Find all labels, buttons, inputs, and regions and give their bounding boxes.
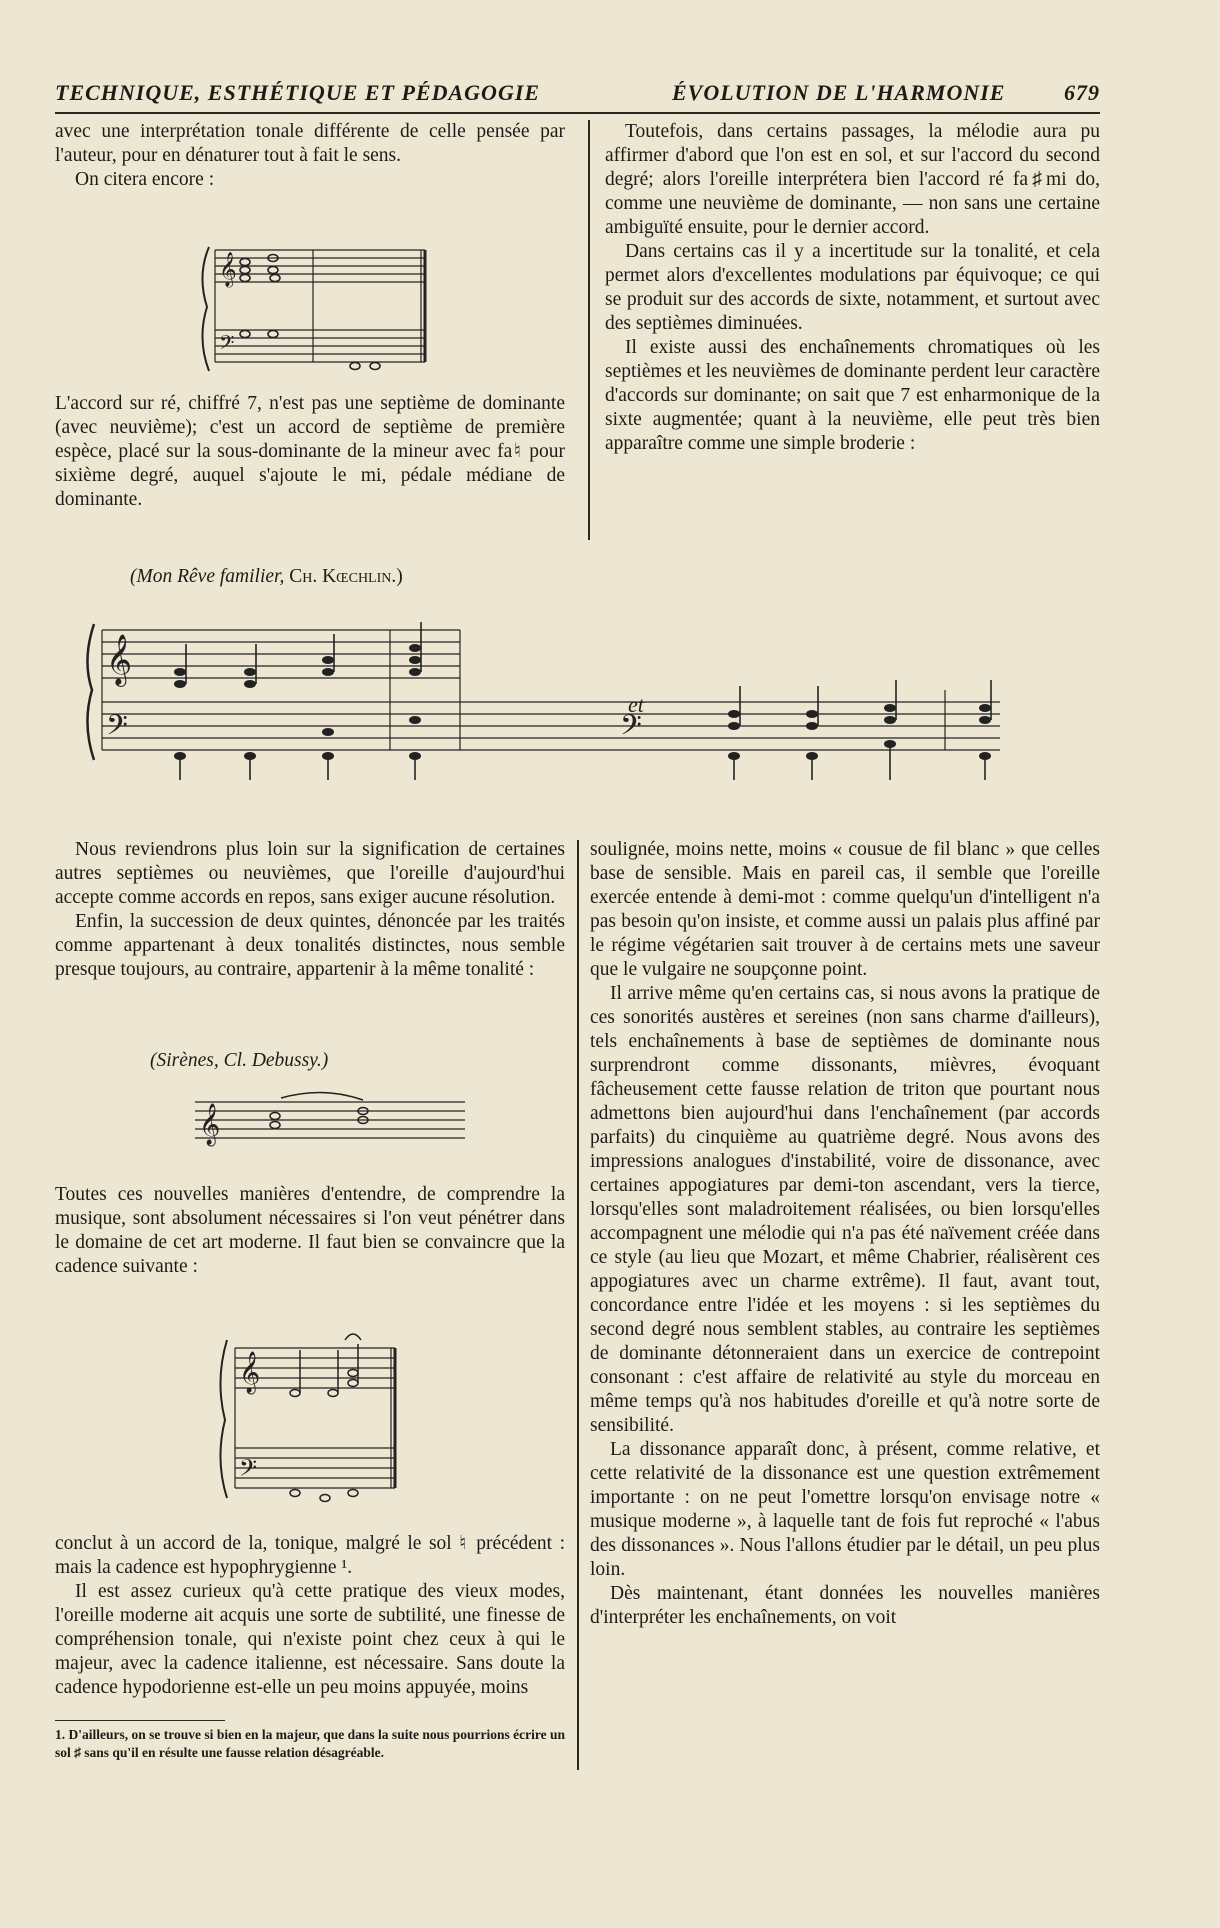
paragraph: L'accord sur ré, chiffré 7, n'est pas une septième de dominante (avec neuvième); c'est un accord de septième de première espèce, placé sur la sous-dominante de la mineur avec fa♮ pour sixième degré, auquel s'ajoute le mi, pédale médiane de dominante. xyxy=(55,393,565,510)
music-example-koechlin xyxy=(80,620,1010,780)
paragraph: La dissonance apparaît donc, à présent, comme relative, et cette relativité de la dissonance est une question extrêmement importante : on ne peut l'omettre lorsqu'on envisage notre « musique moderne », à laquelle tant de fois fut reproché « l'abus des dissonances ». Nous l'allons étudier par le détail, un peu plus loin. xyxy=(590,1439,1100,1580)
svg-text:𝄞: 𝄞 xyxy=(239,1352,261,1392)
svg-text:𝄢: 𝄢 xyxy=(219,333,235,359)
music-example-debussy xyxy=(195,1090,465,1150)
music-example-a-minor xyxy=(195,245,425,375)
paragraph: On citera encore : xyxy=(75,169,215,190)
right-column-mid xyxy=(590,838,1100,1630)
music-caption-koechlin: (Mon Rêve familier, Ch. Kœchlin.) xyxy=(130,566,403,587)
music-caption-debussy: (Sirènes, Cl. Debussy.) xyxy=(150,1050,329,1071)
svg-text:𝄢: 𝄢 xyxy=(620,711,642,748)
paragraph: Il est assez curieux qu'à cette pratique des vieux modes, l'oreille moderne ait acquis une sorte de subtilité, une finesse de compréhension tonale, qui n'existe point chez ceux à qui le majeur, avec la cadence italienne, est nécessaire. Sans doute la cadence hypodorienne est-elle un peu moins appuyée, moins xyxy=(55,1581,565,1698)
paragraph: Toutes ces nouvelles manières d'entendre, de comprendre la musique, sont absolument nécessaires si l'on veut pénétrer dans le domaine de cet art moderne. Il faut bien se convaincre que la cadence suivante : xyxy=(55,1184,565,1277)
svg-text:𝄞: 𝄞 xyxy=(219,253,237,286)
paragraph: Toutefois, dans certains passages, la mélodie aura pu affirmer d'abord que l'on est en sol, et sur l'accord du second degré; alors l'oreille interprétera bien l'accord ré fa♯mi do, comme une neuvième de dominante, — non sans une certaine ambiguïté ensuite, pour le dernier accord. xyxy=(605,121,1100,238)
header-right-title: ÉVOLUTION DE L'HARMONIE xyxy=(672,80,1006,105)
left-column-mid-2 xyxy=(55,1183,565,1279)
svg-text:𝄞: 𝄞 xyxy=(199,1104,221,1144)
running-header xyxy=(55,80,1100,110)
svg-text:𝄞: 𝄞 xyxy=(106,635,133,684)
svg-text:et: et xyxy=(628,692,644,717)
column-divider-top xyxy=(588,120,590,540)
paragraph: Il existe aussi des enchaînements chromatiques où les septièmes et les neuvièmes de dominante perdent leur caractère d'accords sur dominante; on sait que 7 est enharmonique de la sixte augmentée; quant à la neuvième, elle peut très bien apparaître comme une simple broderie : xyxy=(605,337,1100,454)
music-example-cadence xyxy=(215,1320,395,1520)
page-number: 679 xyxy=(1064,80,1100,105)
footnote: 1. D'ailleurs, on se trouve si bien en la majeur, que dans la suite nous pourrions écrire un sol ♯ sans qu'il en résulte une fausse relation désagréable. xyxy=(55,1727,565,1760)
paragraph: soulignée, moins nette, moins « cousue de fil blanc » que celles base de sensible. Mais en pareil cas, il semble que l'oreille exercée entende à demi-mot : comme quelqu'un d'intelligent n'a pas besoin qu'on insiste, et comme aussi un palais plus affiné par le régime végétarien sait trouver à de certains mets une saveur que le vulgaire ne soupçonne point. xyxy=(590,839,1100,980)
left-column-top-2 xyxy=(55,392,565,512)
column-divider-bottom xyxy=(577,840,579,1770)
paragraph: Nous reviendrons plus loin sur la signification de certaines autres septièmes ou neuvièmes, que l'oreille d'aujourd'hui accepte comme accords en repos, sans exiger aucune résolution. xyxy=(55,839,565,908)
footnote-rule xyxy=(55,1720,225,1721)
paragraph: Dès maintenant, étant données les nouvelles manières d'interpréter les enchaînements, on voit xyxy=(590,1583,1100,1628)
svg-text:𝄢: 𝄢 xyxy=(106,711,128,748)
svg-text:𝄢: 𝄢 xyxy=(239,1456,258,1487)
paragraph: Il arrive même qu'en certains cas, si nous avons la pratique de ces sonorités austères et sereines (non sans charme d'ailleurs), tels enchaînements à base de septièmes de dominante nous surprendront comme dissonants, mièvres, évoquant fâcheusement cette fausse relation de triton que pourtant nous admettons bien aujourd'hui dans l'enchaînement (par accords parfaits) du cinquième au quatrième degré. Nous avons des impressions analogues d'instabilité, voire de dissonance, avec certaines appogiatures par demi-ton ascendant, vers la tierce, lorsqu'elles sont maladroitement réalisées, ou bien lorsqu'elles accompagnent une mélodie qui n'a pas été naïvement créée dans ce style (au lieu que Mozart, et même Chabrier, réalisèrent ces appogiatures avec un charme extrême). Il faut, avant tout, concordance entre l'idée et les moyens : si les septièmes du second degré nous semblent stables, au contraire les septièmes de dominante détonneraient dans un exercice de contrepoint consonant : c'est affaire de relativité au style du morceau en même temps qu'à nos habitudes d'oreille et qu'à notre sorte de sensibilité. xyxy=(590,983,1100,1436)
header-rule xyxy=(55,112,1100,114)
paragraph: conclut à un accord de la, tonique, malgré le sol ♮ précédent : mais la cadence est hypophrygienne ¹. xyxy=(55,1533,565,1578)
paragraph: avec une interprétation tonale différente de celle pensée par l'auteur, pour en dénaturer tout à fait le sens. xyxy=(55,121,565,166)
right-column-top xyxy=(605,120,1100,456)
header-left-title: TECHNIQUE, ESTHÉTIQUE ET PÉDAGOGIE xyxy=(55,80,541,105)
left-column-mid xyxy=(55,838,565,982)
left-column-top xyxy=(55,120,565,192)
paragraph: Dans certains cas il y a incertitude sur la tonalité, et cela permet alors d'excellentes modulations par équivoque; ce qui se produit sur des accords de sixte, notamment, et surtout avec des septièmes diminuées. xyxy=(605,241,1100,334)
paragraph: Enfin, la succession de deux quintes, dénoncée par les traités comme appartenant à deux tonalités distinctes, nous semble presque toujours, au contraire, appartenir à la même tonalité : xyxy=(55,911,565,980)
left-column-bottom xyxy=(55,1532,565,1700)
